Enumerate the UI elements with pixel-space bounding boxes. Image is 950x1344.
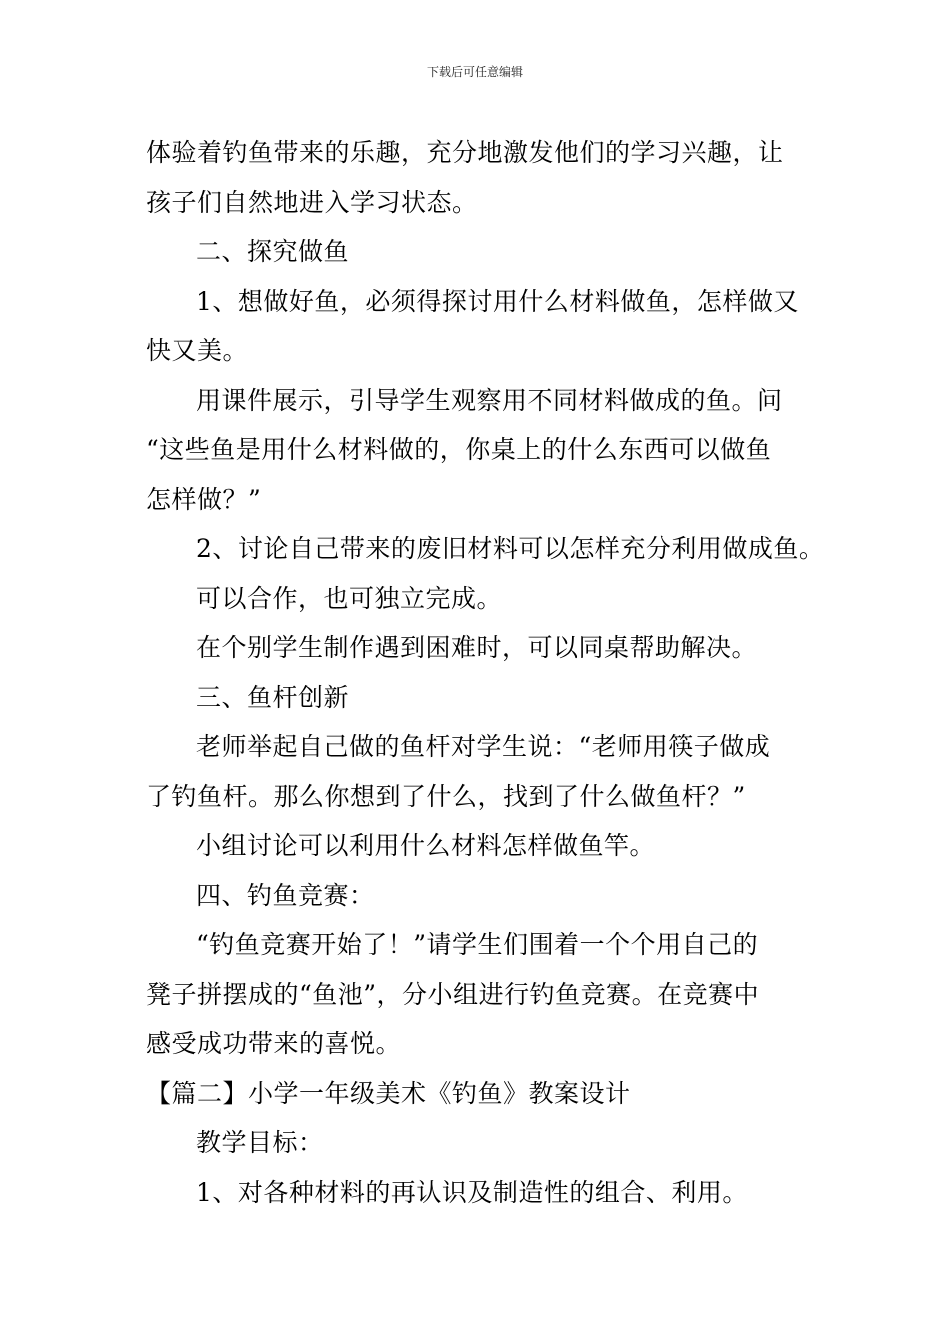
text-line: 了钓鱼杆。那么你想到了什么，找到了什么做鱼杆？” <box>146 781 746 811</box>
text-line: 感受成功带来的喜悦。 <box>146 1029 402 1058</box>
text-line: 老师举起自己做的鱼杆对学生说：“老师用筷子做成 <box>196 732 771 761</box>
text-line: 怎样做？” <box>146 484 262 514</box>
text-line: “这些鱼是用什么材料做的，你桌上的什么东西可以做鱼 <box>146 435 772 464</box>
section-heading: 教学目标： <box>196 1128 324 1157</box>
text-line: 1、想做好鱼，必须得探讨用什么材料做鱼，怎样做又 <box>196 286 799 316</box>
text-line: 快又美。 <box>146 336 249 365</box>
text-line: 在个别学生制作遇到困难时，可以同桌帮助解决。 <box>196 633 758 662</box>
text-line: 小组讨论可以利用什么材料怎样做鱼竿。 <box>196 831 656 860</box>
text-line: 体验着钓鱼带来的乐趣，充分地激发他们的学习兴趣，让 <box>146 138 784 167</box>
text-line: 孩子们自然地进入学习状态。 <box>146 187 478 217</box>
text-line: 用课件展示，引导学生观察用不同材料做成的鱼。问 <box>196 385 783 415</box>
page-header: 下载后可任意编辑 <box>426 65 523 79</box>
text-line: 2、讨论自己带来的废旧材料可以怎样充分利用做成鱼。 <box>196 534 825 563</box>
section-heading: 三、鱼杆创新 <box>196 682 350 712</box>
document-body <box>146 128 825 1217</box>
section-heading: 二、探究做鱼 <box>196 237 350 266</box>
text-line: 1、对各种材料的再认识及制造性的组合、利用。 <box>196 1177 748 1207</box>
text-line: 凳子拼摆成的“鱼池”，分小组进行钓鱼竞赛。在竞赛中 <box>146 979 760 1009</box>
chapter-heading: 【篇二】小学一年级美术《钓鱼》教案设计 <box>146 1078 631 1108</box>
text-line: 可以合作，也可独立完成。 <box>196 583 503 613</box>
text-line: “钓鱼竞赛开始了！”请学生们围着一个个用自己的 <box>196 930 759 959</box>
section-heading: 四、钓鱼竞赛： <box>196 880 375 910</box>
